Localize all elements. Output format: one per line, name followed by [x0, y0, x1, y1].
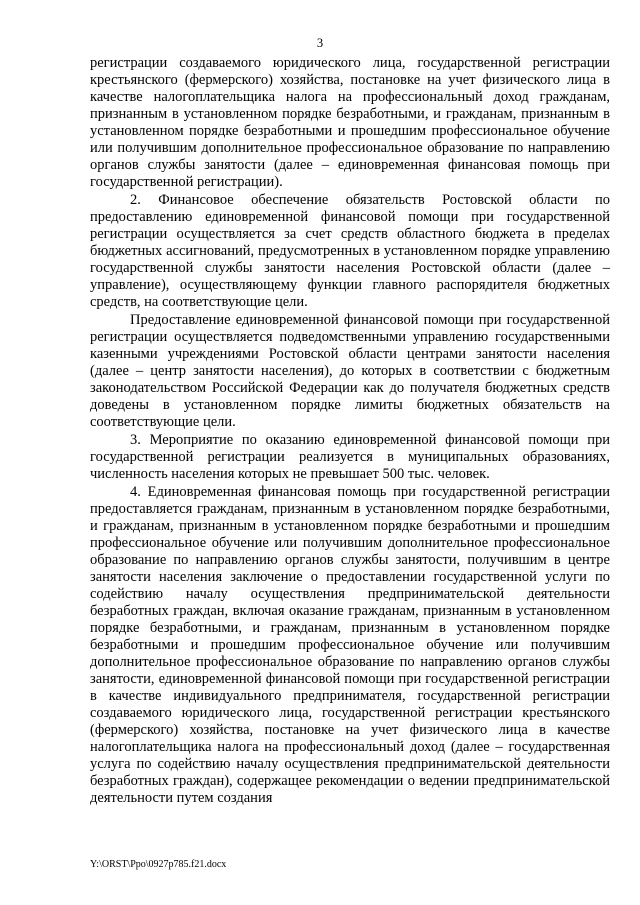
paragraph-item-2: 2. Финансовое обеспечение обязательств Ростовской области по предоставлению единовременной финансовой помощи при государственной регистрации осуществляется за счет средств областного бюджета в пределах бюджетных ассигнований, предусмотренных в установленном порядке управлению государственной службы занятости населения Ростовской области (далее – управление), осуществляющему функции главного распорядителя бюджетных средств, на соответствующие цели.: [90, 192, 610, 310]
paragraph-continuation: регистрации создаваемого юридического лица, государственной регистрации крестьянского (фермерского) хозяйства, постановке на учет физического лица в качестве налогоплательщика налога на профессиональный доход гражданам, признанным в установленном порядке безработными, и гражданам, признанным в установленном порядке безработными и прошедшим профессиональное обучение или получившим дополнительное профессиональное образование по направлению органов службы занятости (далее – единовременная финансовая помощь при государственной регистрации).: [90, 55, 610, 190]
page-number: 3: [316, 36, 324, 50]
paragraph-item-2-continued: Предоставление единовременной финансовой помощи при государственной регистрации осуществляется подведомственными управлению государственными казенными учреждениями Ростовской области центрами занятости населения (далее – центр занятости населения), до которых в соответствии с бюджетным законодательством Российской Федерации как до получателя бюджетных средств доведены в установленном порядке лимиты бюджетных обязательств на соответствующие цели.: [90, 312, 610, 430]
paragraph-item-4: 4. Единовременная финансовая помощь при государственной регистрации предоставляется гражданам, признанным в установленном порядке безработными, и гражданам, признанным в установленном порядке безработными и прошедшим профессиональное обучение или получившим дополнительное профессиональное образование по направлению органов службы занятости, получившим в центре занятости населения заключение о предоставлении государственной услуги по содействию началу осуществления предпринимательской деятельности безработных граждан, включая оказание гражданам, признанным в установленном порядке безработными, и гражданам, признанным в установленном порядке безработными и прошедшим профессиональное обучение или получившим дополнительное профессиональное образование по направлению органов службы занятости, единовременной финансовой помощи при государственной регистрации в качестве индивидуального предпринимателя, государственной регистрации создаваемого юридического лица, государственной регистрации крестьянского (фермерского) хозяйства, постановке на учет физического лица в качестве налогоплательщика налога на профессиональный доход (далее – государственная услуга по содействию началу осуществления предпринимательской деятельности безработных граждан), содержащее рекомендации о ведении предпринимательской деятельности путем создания: [90, 484, 610, 806]
document-body: [90, 55, 610, 807]
paragraph-item-3: 3. Мероприятие по оказанию единовременной финансовой помощи при государственной регистрации реализуется в муниципальных образованиях, численность населения которых не превышает 500 тыс. человек.: [90, 432, 610, 482]
file-path-footer: Y:\ORST\Ppo\0927p785.f21.docx: [90, 859, 227, 870]
